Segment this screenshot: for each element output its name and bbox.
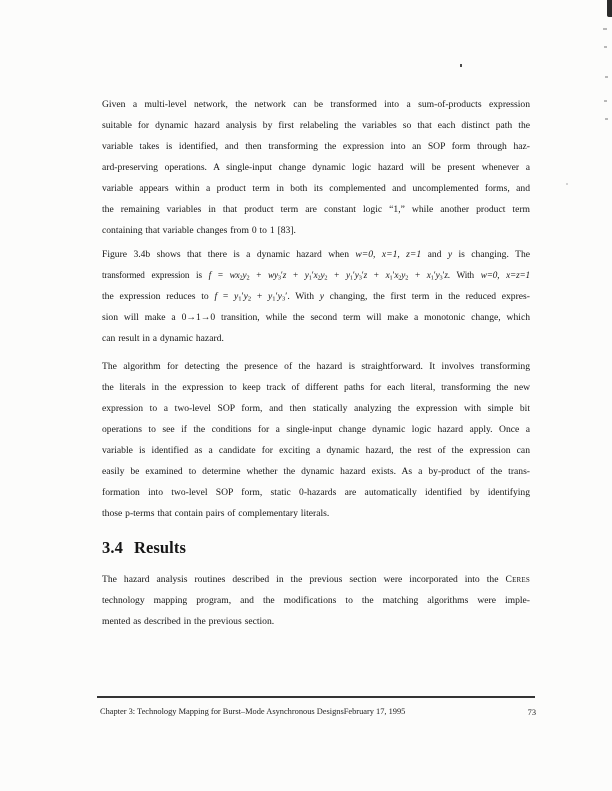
text-line: transformed expression is f = wx2y2 + wy3′z + y1′x2y2 + y1′y3′z + x1′x2y2 + x1′y3′z. With w=0, x=z=1 bbox=[102, 270, 530, 282]
text-line: Figure 3.4b shows that there is a dynamic hazard when w=0, x=1, z=1 and y is changing. The bbox=[102, 249, 530, 260]
text-line: easily be examined to determine whether the dynamic hazard exists. As a by-product of the trans- bbox=[102, 466, 530, 477]
text-line: suitable for dynamic hazard analysis by first relabeling the variables so that each distinct path the bbox=[102, 120, 530, 131]
section-title: Results bbox=[133, 538, 186, 557]
paragraph-4 bbox=[102, 569, 530, 632]
text-line: Given a multi-level network, the network can be transformed into a sum-of-products expression bbox=[102, 99, 530, 110]
text-line: expression to a two-level SOP form, and then statically analyzing the expression with simple bit bbox=[102, 403, 530, 414]
text-line: operations to see if the conditions for a single-input change dynamic logic hazard apply. Once a bbox=[102, 424, 530, 435]
paragraph-2 bbox=[102, 244, 530, 349]
page-number: 73 bbox=[527, 708, 536, 717]
text-line: The algorithm for detecting the presence of the hazard is straightforward. It involves transforming bbox=[102, 361, 530, 372]
text-line: variable takes is identified, and then transforming the expression into an SOP form through haz- bbox=[102, 141, 530, 152]
scan-artifact-edge bbox=[604, 100, 607, 102]
paragraph-3 bbox=[102, 356, 530, 524]
scan-artifact-edge bbox=[603, 28, 607, 30]
text-line: The hazard analysis routines described in the previous section were incorporated into the Ceres bbox=[102, 574, 530, 585]
text-line: the remaining variables in that product term are constant logic “1,” while another product term bbox=[102, 204, 530, 215]
text-line: variable appears within a product term in both its complemented and uncomplemented forms, and bbox=[102, 183, 530, 194]
text-line: variable is identified as a candidate for exciting a dynamic hazard, the rest of the expression can bbox=[102, 445, 530, 456]
text-line: containing that variable changes from 0 to 1 [83]. bbox=[102, 225, 296, 236]
text-line: can result in a dynamic hazard. bbox=[102, 333, 224, 344]
paragraph-1 bbox=[102, 94, 530, 241]
scan-artifact-edge bbox=[605, 76, 608, 78]
text-line: ard-preserving operations. A single-input change dynamic logic hazard will be present whenever a bbox=[102, 162, 530, 173]
footer-text: Chapter 3: Technology Mapping for Burst–Mode Asynchronous DesignsFebruary 17, 1995 bbox=[100, 707, 406, 716]
text-line: sion will make a 0→1→0 transition, while the second term will make a monotonic change, which bbox=[102, 312, 530, 323]
text-line: formation into two-level SOP form, static 0-hazards are automatically identified by identifying bbox=[102, 487, 530, 498]
text-line: the literals in the expression to keep track of different paths for each literal, transforming the new bbox=[102, 382, 530, 393]
scan-artifact-corner bbox=[607, 0, 612, 17]
section-heading bbox=[102, 538, 530, 558]
text-line: mented as described in the previous section. bbox=[102, 616, 275, 627]
text-line: the expression reduces to f = y1′y2 + y1′y3′. With y changing, the first term in the reduced expres- bbox=[102, 291, 530, 303]
scan-artifact-edge bbox=[604, 46, 607, 48]
scan-artifact-speck bbox=[566, 183, 568, 185]
text-line: technology mapping program, and the modifications to the matching algorithms were imple- bbox=[102, 595, 530, 606]
scan-artifact-speck bbox=[460, 64, 462, 67]
section-number: 3.4 bbox=[102, 538, 123, 557]
footer-rule bbox=[97, 696, 535, 698]
scan-artifact-edge bbox=[605, 118, 608, 120]
text-line: those p-terms that contain pairs of complementary literals. bbox=[102, 508, 330, 519]
